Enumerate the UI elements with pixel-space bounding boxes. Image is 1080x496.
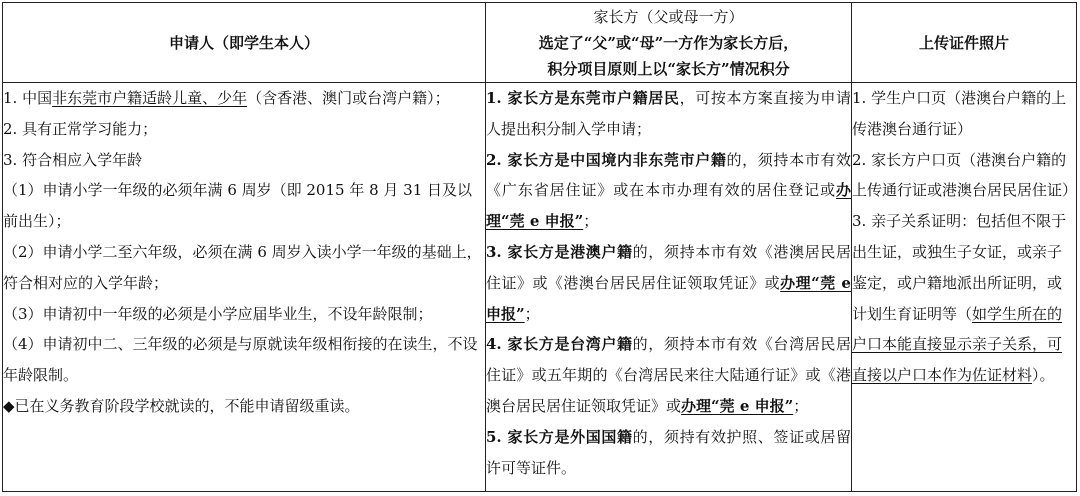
upload-item: 2. 家长方户口页（港澳台户籍的上传通行证或港澳台居民居住证） [852, 150, 1078, 200]
parent-text: 的，须持有效护照、签证或居留许可等证件。 [486, 427, 851, 477]
parent-text: ，可按本方案直接为申请人提出积分制入学申请； [486, 89, 851, 138]
parent-text: 的，须持本市有效《台湾居民居住证》或五年期的《台湾居民来往大陆通行证》或《港澳台居民居住证领取凭证》或 [486, 335, 851, 415]
parent-text: 的，须持本市有效《广东省居住证》或在本市办理有效的居住登记或 [486, 150, 851, 200]
upload-underlined-text: 如学生所在的户口本能直接显示亲子关系，可直接以户口本作为佐证材料 [852, 304, 1063, 385]
parent-text: ； [524, 304, 540, 323]
applicant-item: （3）申请初中一年级的必须是小学应届毕业生，不设年龄限制； [3, 304, 433, 323]
parent-text: ； [583, 212, 599, 231]
applicant-item: （4）申请初中二、三年级的必须是与原就读年级相衔接的在读生，不设年龄限制。 [3, 335, 478, 385]
parent-cell [486, 83, 852, 492]
header-row [3, 3, 1077, 83]
header-parent-line-1: 家长方（父或母一方） [593, 7, 744, 26]
parent-text: ； [793, 396, 809, 415]
parent-item [486, 329, 851, 421]
header-parent [486, 3, 852, 83]
applicant-text: （含香港、澳门或台湾户籍）； [247, 89, 450, 107]
parent-bold-text: 4. 家长方是台湾户籍 [486, 335, 633, 354]
parent-bold-text: 1. 家长方是东莞市户籍居民 [486, 89, 680, 107]
header-applicant [3, 3, 486, 83]
document-table [2, 2, 1077, 492]
parent-bold-underlined-text: 办理“莞 e 申报” [486, 181, 851, 231]
content-row [3, 83, 1077, 492]
applicant-item: 2. 具有正常学习能力； [3, 119, 158, 138]
parent-item [486, 83, 851, 145]
parent-text: 的，须持本市有效《港澳居民居住证》或《港澳台居民居住证领取凭证》或 [486, 242, 851, 292]
applicant-cell [3, 83, 486, 492]
parent-bold-text: 3. 家长方是港澳户籍 [486, 242, 633, 261]
header-parent-line-2: 选定了“父”或“母”一方作为家长方后， [538, 33, 799, 52]
parent-bold-text: 2. 家长方是中国境内非东莞市户籍 [486, 150, 727, 169]
upload-cell [852, 83, 1077, 492]
parent-item [486, 422, 851, 484]
header-upload-text: 上传证件照片 [918, 33, 1009, 52]
applicant-item: ◆已在义务教育阶段学校就读的，不能申请留级重读。 [3, 396, 360, 415]
applicant-item: （2）申请小学二至六年级，必须在满 6 周岁入读小学一年级的基础上，符合相对应的入学年龄； [3, 242, 482, 292]
applicant-text: 1. 中国 [3, 89, 53, 107]
parent-item [486, 237, 851, 329]
parent-bold-text: 5. 家长方是外国国籍 [486, 427, 633, 446]
parent-bold-underlined-text: 办理“莞 e 申报” [486, 273, 851, 323]
header-parent-line-3: 积分项目原则上以“家长方”情况积分 [547, 59, 790, 78]
header-upload [852, 3, 1077, 83]
upload-item: 1. 学生户口页（港澳台户籍的上传港澳台通行证） [852, 89, 1067, 138]
upload-text: ）。 [1032, 366, 1055, 385]
applicant-item: （1）申请小学一年级的必须年满 6 周岁（即 2015 年 8 月 31 日及以前出生）； [3, 181, 473, 231]
parent-item [486, 145, 851, 237]
upload-item [852, 206, 1076, 391]
parent-bold-underlined-text: 办理“莞 e 申报” [681, 396, 794, 415]
header-applicant-text: 申请人（即学生本人） [168, 33, 319, 52]
applicant-item: 3. 符合相应入学年龄 [3, 150, 143, 169]
upload-text: 3. 亲子关系证明：包括但不限于出生证，或独生子女证，或亲子鉴定，或户籍地派出所证明，或计划生育证明等（ [852, 212, 1067, 323]
applicant-underlined-text: 非东莞市户籍适龄儿童、少年 [52, 89, 248, 107]
applicant-item [3, 83, 485, 114]
